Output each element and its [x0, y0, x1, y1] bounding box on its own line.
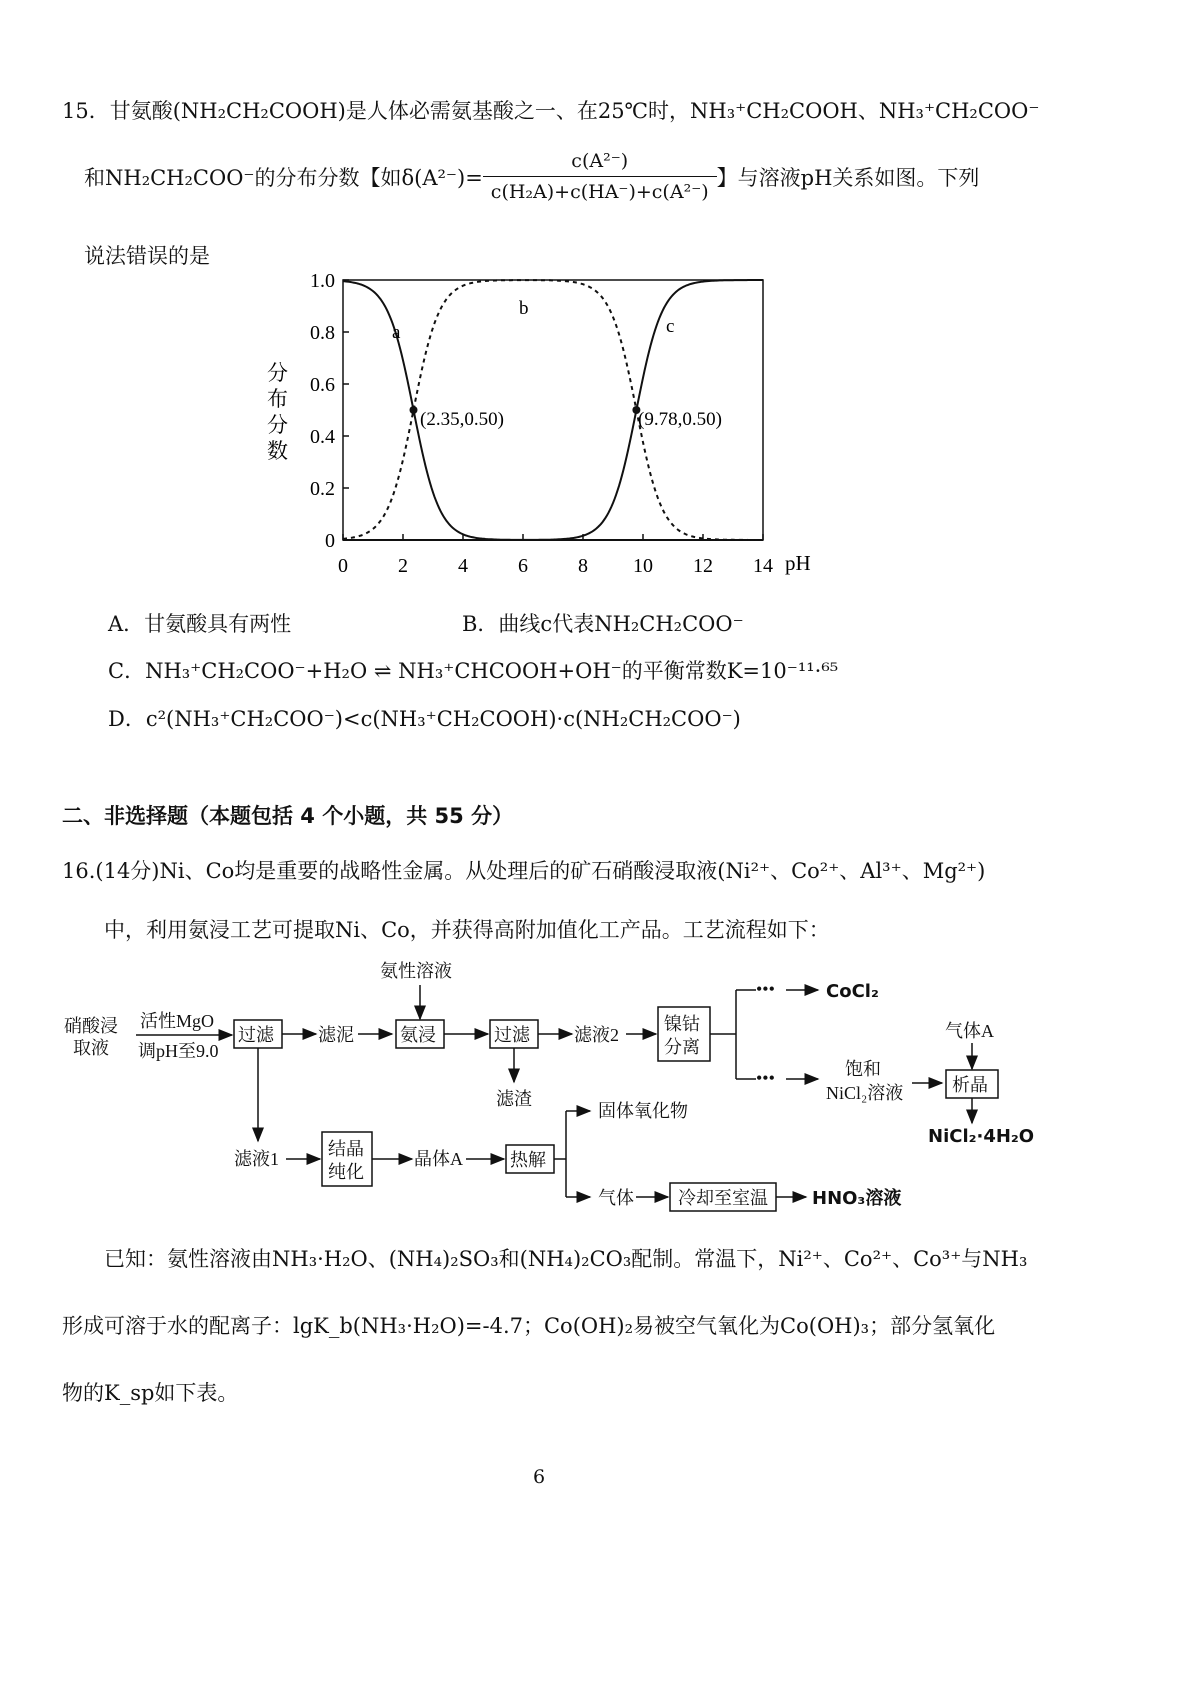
flow-ammonia-solution: 氨性溶液 [380, 961, 452, 981]
flow-hno3: HNO₃溶液 [812, 1188, 902, 1209]
q16-known2: 形成可溶于水的配离子：lgK_b(NH₃·H₂O)=-4.7；Co(OH)₂易被空气氧化为Co(OH)₃；部分氢氧化 [62, 1314, 996, 1338]
q16-known1: 已知：氨性溶液由NH₃·H₂O、(NH₄)₂SO₃和(NH₄)₂CO₃配制。常温下，Ni²⁺、Co²⁺、Co³⁺与NH₃ [104, 1247, 1028, 1271]
pka1-point [410, 406, 418, 414]
flow-crystal-a: 晶体A [414, 1149, 463, 1169]
flow-precipitation: 析晶 [952, 1075, 988, 1095]
flow-filtrate2: 滤液2 [574, 1025, 619, 1045]
x-tick-label: 14 [753, 555, 773, 577]
x-tick-label: 0 [338, 555, 348, 577]
q16-line2: 中，利用氨浸工艺可提取Ni、Co，并获得高附加值化工产品。工艺流程如下： [104, 918, 830, 942]
flow-separation-1: 镍钴 [664, 1014, 700, 1034]
option-d: D．c²(NH₃⁺CH₂COO⁻)<c(NH₃⁺CH₂COOH)·c(NH₂CH₂COO⁻) [108, 707, 741, 731]
pka2-point-label: (9.78,0.50) [638, 409, 722, 430]
y-axis-label-1: 分 [267, 361, 288, 385]
curve-a-label: a [392, 322, 401, 343]
flow-pyrolysis: 热解 [510, 1150, 546, 1170]
flow-dots-2: ••• [756, 1068, 775, 1088]
q15-line2 [84, 150, 979, 203]
pka1-point-label: (2.35,0.50) [420, 409, 504, 430]
x-tick-label: 4 [458, 555, 468, 577]
q15-line2-post: 】与溶液pH关系如图。下列 [716, 165, 980, 190]
flow-solid-oxide: 固体氧化物 [598, 1101, 688, 1121]
curve-b-label: b [519, 298, 529, 319]
flow-dots-1: ••• [756, 979, 775, 999]
flow-cool: 冷却至室温 [678, 1188, 768, 1208]
flow-reagent-1: 活性MgO [140, 1011, 215, 1031]
y-tick-label: 0.4 [310, 426, 335, 448]
option-a: A．甘氨酸具有两性 [108, 612, 292, 636]
flow-filtrate1: 滤液1 [234, 1149, 279, 1169]
option-c: C．NH₃⁺CH₂COO⁻+H₂O ⇌ NH₃⁺CHCOOH+OH⁻的平衡常数K=10⁻¹¹·⁶⁵ [108, 659, 839, 683]
flow-separation-2: 分离 [664, 1037, 700, 1057]
flow-start-2: 取液 [73, 1038, 109, 1058]
x-tick-label: 2 [398, 555, 408, 577]
curve-c-label: c [666, 316, 675, 337]
distribution-fraction [483, 150, 717, 203]
x-tick-label: 6 [518, 555, 528, 577]
flow-mud: 滤泥 [318, 1025, 354, 1045]
flow-crystallize-2: 纯化 [328, 1162, 364, 1182]
flow-product: NiCl₂·4H₂O [928, 1126, 1035, 1147]
q15-line3: 说法错误的是 [84, 244, 210, 268]
flow-gas-a: 气体A [945, 1021, 994, 1041]
y-axis-label-2: 布 [267, 387, 288, 411]
x-tick-label: 10 [633, 555, 653, 577]
flow-cocl2: CoCl₂ [826, 981, 879, 1002]
flow-gas: 气体 [598, 1188, 634, 1208]
flow-saturated-2: NiCl₂溶液 [826, 1083, 904, 1103]
process-flowchart [0, 945, 1200, 1225]
x-tick-label: 8 [578, 555, 588, 577]
fraction-denominator: c(H₂A)+c(HA⁻)+c(A²⁻) [490, 181, 709, 203]
option-b: B．曲线c代表NH₂CH₂COO⁻ [462, 612, 744, 636]
y-tick-label: 0.8 [310, 322, 335, 344]
q16-known3: 物的K_sp如下表。 [62, 1381, 239, 1405]
flow-crystallize-1: 结晶 [328, 1139, 364, 1159]
fraction-numerator: c(A²⁻) [483, 150, 717, 177]
y-axis-label-3: 分 [267, 413, 288, 437]
x-axis-label: pH [785, 551, 811, 575]
q15-line1: 15．甘氨酸(NH₂CH₂COOH)是人体必需氨基酸之一、在25℃时，NH₃⁺CH₂COOH、NH₃⁺CH₂COO⁻ [62, 99, 1040, 123]
distribution-chart [250, 270, 850, 610]
y-tick-label: 0.6 [310, 374, 335, 396]
page-number: 6 [533, 1466, 546, 1488]
q16-line1: 16.(14分)Ni、Co均是重要的战略性金属。从处理后的矿石硝酸浸取液(Ni²⁺、Co²⁺、Al³⁺、Mg²⁺) [62, 859, 986, 883]
section2-title: 二、非选择题（本题包括 4 个小题，共 55 分） [62, 804, 514, 828]
q15-line2-pre: 和NH₂CH₂COO⁻的分布分数【如δ(A²⁻)= [84, 165, 483, 190]
flow-filter2: 过滤 [494, 1025, 530, 1045]
y-tick-label: 1.0 [310, 270, 335, 292]
flow-residue: 滤渣 [496, 1089, 532, 1109]
flow-start-1: 硝酸浸 [64, 1016, 118, 1036]
y-tick-label: 0.2 [310, 478, 335, 500]
flow-leach: 氨浸 [400, 1025, 436, 1045]
flow-saturated-1: 饱和 [845, 1059, 881, 1079]
y-tick-label: 0 [325, 530, 335, 552]
x-tick-label: 12 [693, 555, 713, 577]
flow-reagent-2: 调pH至9.0 [138, 1041, 219, 1061]
flow-filter1: 过滤 [238, 1025, 274, 1045]
y-axis-label-4: 数 [267, 439, 288, 463]
